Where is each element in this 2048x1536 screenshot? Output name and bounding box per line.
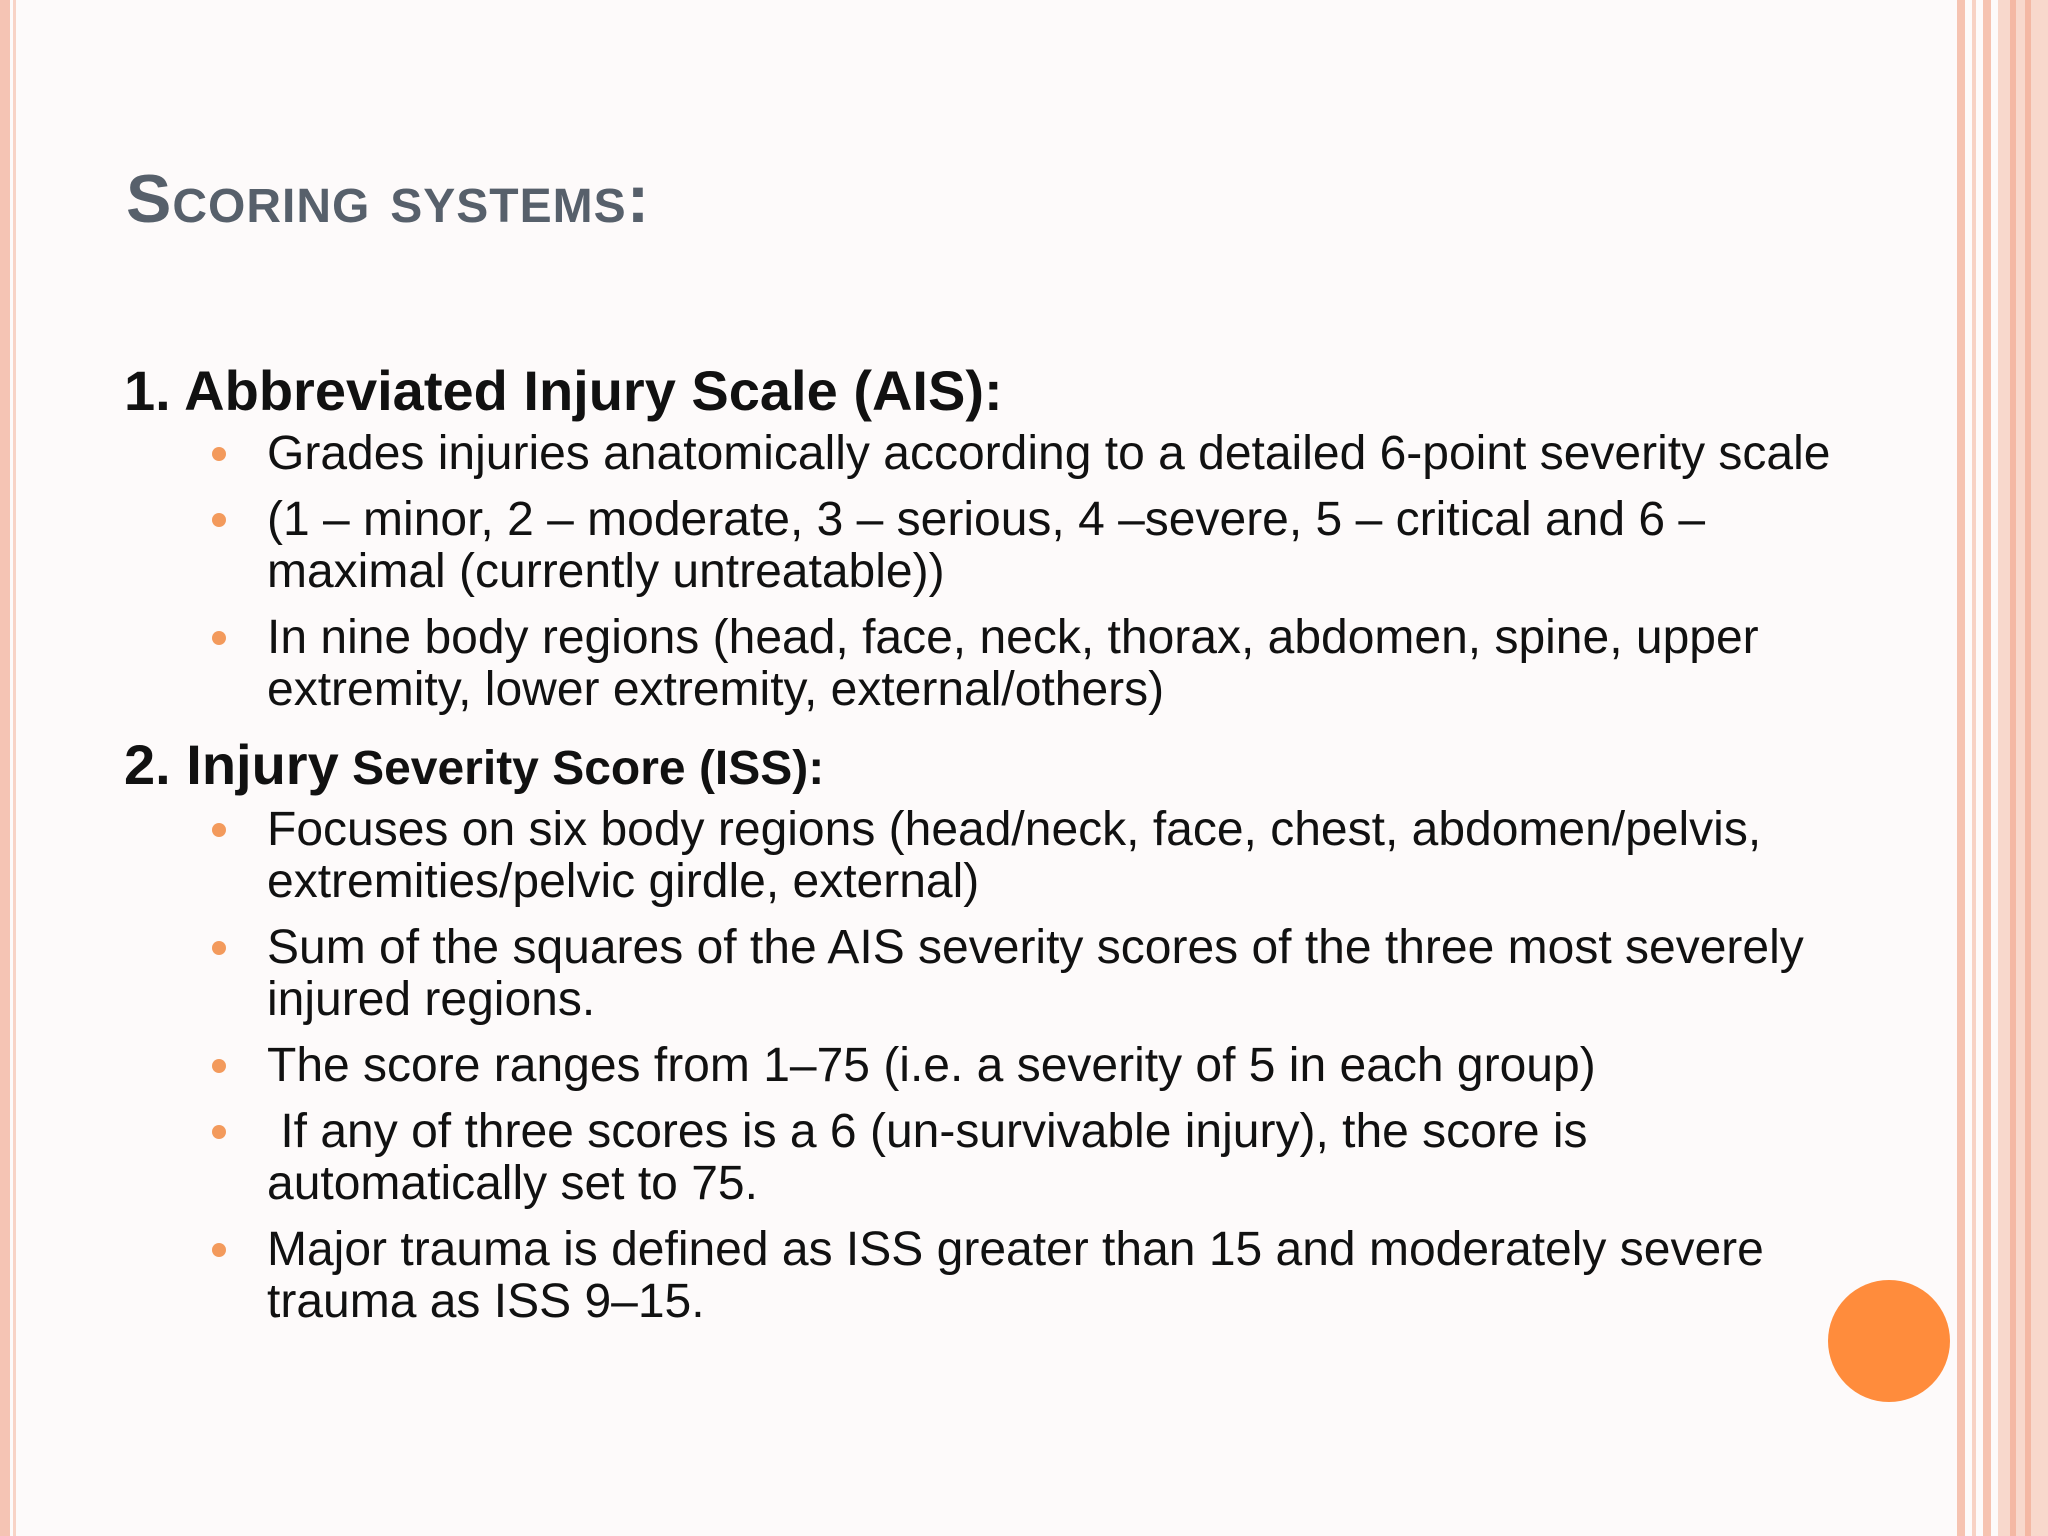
list-item xyxy=(124,494,1844,598)
list-item xyxy=(124,922,1844,1026)
right-stripe-decoration xyxy=(1957,0,1965,1536)
bullet-dot-icon xyxy=(212,941,226,955)
bullet-dot-icon xyxy=(212,631,226,645)
bullet-text: Grades injuries anatomically according to a detailed 6-point severity scale xyxy=(267,427,1831,480)
accent-circle-decoration xyxy=(1828,1280,1950,1402)
list-item xyxy=(124,804,1844,908)
bullet-dot-icon xyxy=(212,447,226,461)
right-stripe-decoration xyxy=(2025,0,2031,1536)
bullet-dot-icon xyxy=(212,513,226,527)
list-item xyxy=(124,1106,1844,1210)
list-item xyxy=(124,612,1844,716)
bullet-dot-icon xyxy=(212,1059,226,1073)
bullet-dot-icon xyxy=(212,823,226,837)
left-border-line xyxy=(13,0,16,1536)
right-stripe-decoration xyxy=(1983,0,1991,1536)
right-stripe-decoration xyxy=(1998,0,2048,1536)
bullet-text: (1 – minor, 2 – moderate, 3 – serious, 4 –severe, 5 – critical and 6 – maximal (currently untreatable)) xyxy=(267,493,1706,598)
section-heading-iss-small: Severity Score (ISS): xyxy=(338,742,825,795)
section-heading-iss xyxy=(124,730,1844,804)
bullet-text: Major trauma is defined as ISS greater than 15 and moderately severe trauma as ISS 9–15. xyxy=(267,1223,1764,1328)
bullet-list-ais xyxy=(124,428,1844,716)
left-border-decoration xyxy=(0,0,10,1536)
bullet-text: Focuses on six body regions (head/neck, face, chest, abdomen/pelvis, extremities/pelvic girdle, external) xyxy=(267,803,1762,908)
bullet-text: If any of three scores is a 6 (un-survivable injury), the score is automatically set to 75. xyxy=(267,1105,1601,1210)
right-stripe-decoration xyxy=(1972,0,1976,1536)
list-item xyxy=(124,1224,1844,1328)
list-item xyxy=(124,428,1844,480)
bullet-text: Sum of the squares of the AIS severity scores of the three most severely injured regions. xyxy=(267,921,1804,1026)
slide-title: Scoring systems: xyxy=(126,161,651,237)
bullet-dot-icon xyxy=(212,1125,226,1139)
list-item xyxy=(124,1040,1844,1092)
bullet-text: In nine body regions (head, face, neck, thorax, abdomen, spine, upper extremity, lower extremity, external/others) xyxy=(267,611,1759,716)
bullet-dot-icon xyxy=(212,1243,226,1257)
bullet-list-iss xyxy=(124,804,1844,1328)
right-stripe-decoration xyxy=(2010,0,2016,1536)
slide-content xyxy=(124,356,1844,1342)
section-heading-iss-large: 2. Injury xyxy=(124,733,339,796)
section-heading-ais: 1. Abbreviated Injury Scale (AIS): xyxy=(124,359,1003,422)
bullet-text: The score ranges from 1–75 (i.e. a severity of 5 in each group) xyxy=(267,1039,1596,1092)
